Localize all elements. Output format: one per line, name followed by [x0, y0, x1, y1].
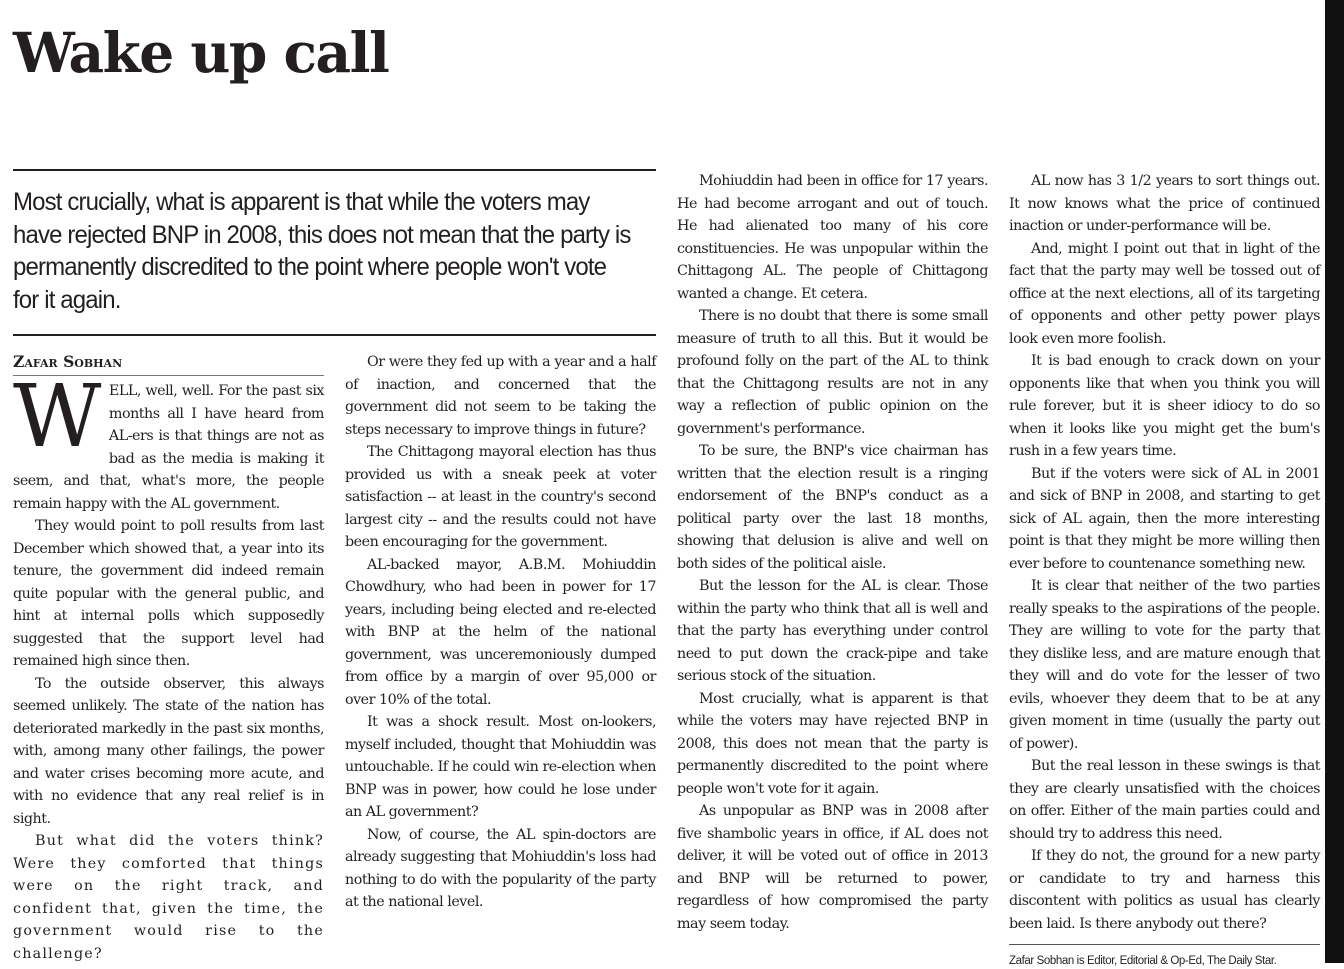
article-paragraph: The Chittagong mayoral election has thus provided us with a sneak peek at voter satisfaction -- at least in the country's second largest city -- and the results could not have been encouraging for the government. [345, 444, 656, 550]
author-footnote: Zafar Sobhan is Editor, Editorial & Op-Ed, The Daily Star. [1009, 955, 1277, 967]
footer-rule [1009, 944, 1320, 945]
article-paragraph: But what did the voters think? Were they comforted that things were on the right track, and confident that, given the time, the government would rise to the challenge? [13, 833, 324, 962]
article-paragraph: It is bad enough to crack down on your opponents like that when you think you will rule forever, but it is sheer idiocy to do so when it looks like you might get the bum's rush in a few years time. [1009, 353, 1320, 459]
article-paragraph: If they do not, the ground for a new party or candidate to try and harness this discontent with politics as usual has clearly been laid. Is there anybody out there? [1009, 848, 1320, 932]
article-paragraph: AL now has 3 1/2 years to sort things out. It now knows what the price of continued inaction or under-performance will be. [1009, 173, 1320, 234]
article-paragraph: To the outside observer, this always seemed unlikely. The state of the nation has deteriorated markedly in the past six months, with, among many other failings, the power and water crises becoming more acute, and with no evidence that any real relief is in sight. [13, 675, 324, 827]
article-paragraph: They would point to poll results from last December which showed that, a year into its tenure, the government did indeed remain quite popular with the general public, and hint at internal polls which supposedly suggested that the support level had remained high since then. [13, 518, 324, 669]
article-paragraph: Now, of course, the AL spin-doctors are already suggesting that Mohiuddin's loss had nothing to do with the popularity of the party at the national level. [345, 826, 656, 910]
byline: Zafar Sobhan [13, 351, 324, 376]
article-column-4 [1009, 170, 1320, 969]
article-paragraph: And, might I point out that in light of the fact that the party may well be tossed out of office at the next elections, all of its targeting of opponents and other petty power plays look even more foolish. [1009, 240, 1320, 347]
pullquote-bottom-rule [13, 334, 656, 336]
article-paragraph: But if the voters were sick of AL in 2001 and sick of BNP in 2008, and starting to get sick of AL again, then the more interesting point is that they might be more willing then ever before to countenance something new. [1009, 465, 1320, 572]
article-paragraph: It is clear that neither of the two parties really speaks to the aspirations of the people. They are willing to vote for the party that they dislike less, and are mature enough that they will and do vote for the lesser of two evils, whoever they deem that to be at any given moment in time (usually the party out of power). [1009, 578, 1320, 752]
page-edge-bar [1325, 0, 1344, 963]
drop-cap: W [13, 367, 101, 467]
article-column-1 [13, 351, 324, 965]
article-paragraph: WELL, well, well. For the past six months all I have heard from AL-ers is that things are not as bad as the media is making it seem, and that, what's more, the people remain happy with the AL government. [13, 367, 324, 512]
article-column-2 [345, 351, 656, 914]
article-paragraph: As unpopular as BNP was in 2008 after five shambolic years in office, if AL does not deliver, it will be voted out of office in 2013 and BNP will be returned to power, regardless of how compromised the party may seem today. [677, 803, 988, 932]
article-paragraph: But the real lesson in these swings is that they are clearly unsatisfied with the choices on offer. Either of the main parties could and should try to address this need. [1009, 758, 1320, 842]
article-paragraph: Most crucially, what is apparent is that while the voters may have rejected BNP in 2008, this does not mean that the party is permanently discredited to the point where people won't vote for it again. [677, 690, 988, 797]
article-paragraph: AL-backed mayor, A.B.M. Mohiuddin Chowdhury, who had been in power for 17 years, including being elected and re-elected with BNP at the helm of the national government, was unceremoniously dumped from office by a margin of over 95,000 or over 10% of the total. [345, 556, 656, 708]
article-paragraph: There is no doubt that there is some small measure of truth to all this. But it would be profound folly on the part of the AL to think that the Chittagong results are not in any way a reflection of public opinion on the government's performance. [677, 308, 988, 437]
article-paragraph: To be sure, the BNP's vice chairman has written that the election result is a ringing endorsement of the BNP's conduct as a political party over the last 18 months, showing that delusion is alive and well on both sides of the political aisle. [677, 443, 988, 572]
article-paragraph: But the lesson for the AL is clear. Those within the party who think that all is well and that the party has everything under control need to put down the crack-pipe and take serious stock of the situation. [677, 578, 988, 684]
pullquote-top-rule [13, 169, 656, 171]
article-paragraph: Mohiuddin had been in office for 17 years. He had become arrogant and out of touch. He had alienated too many of his core constituencies. He was unpopular within the Chittagong AL. The people of Chittagong wanted a change. Et cetera. [677, 173, 988, 302]
article-paragraph: It was a shock result. Most on-lookers, myself included, thought that Mohiuddin was untouchable. If he could win re-election when BNP was in power, how could he lose under an AL government? [345, 714, 656, 820]
article-paragraph: Or were they fed up with a year and a half of inaction, and concerned that the government did not seem to be taking the steps necessary to improve things in future? [345, 354, 656, 438]
article-column-3 [677, 170, 988, 935]
pullquote: Most crucially, what is apparent is that while the voters may have rejected BNP in 2008, this does not mean that the party is permanently discredited to the point where people won't vote for it again. [13, 188, 631, 314]
headline: Wake up call [13, 20, 389, 85]
